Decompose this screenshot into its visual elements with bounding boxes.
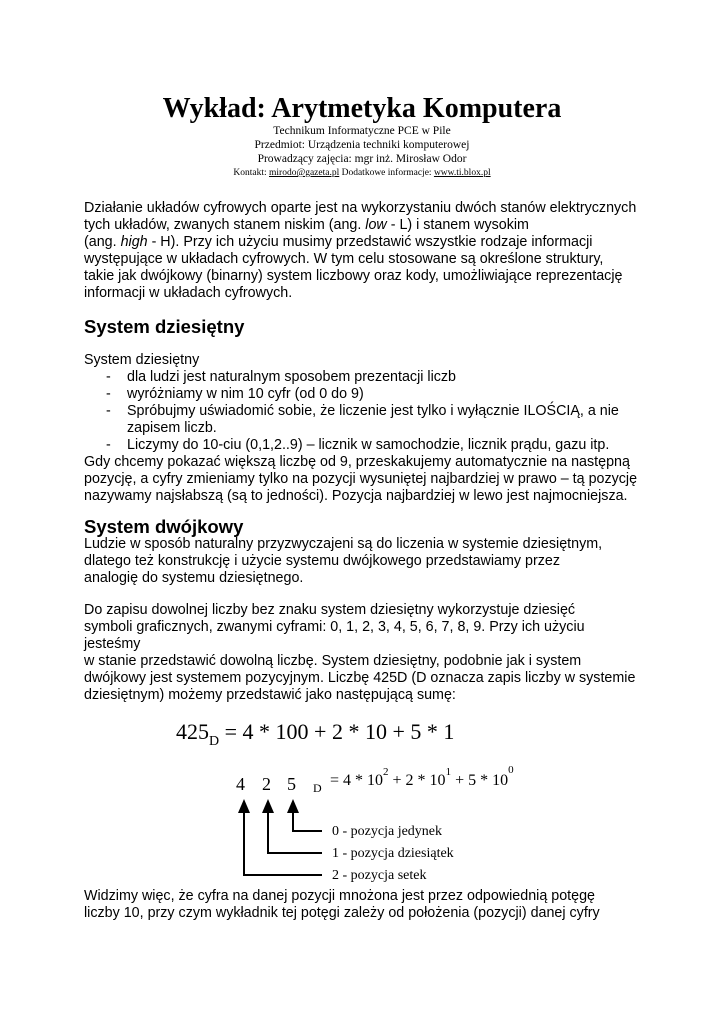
- paragraph-line: nazywamy najsłabszą (są to jedności). Pozycja najbardziej w lewo jest najmocniejsza.: [84, 488, 628, 504]
- label-position-ones: 0 - pozycja jedynek: [332, 824, 443, 839]
- list-item-text: dla ludzi jest naturalnym sposobem prezentacji liczb: [127, 369, 456, 385]
- extra-info-label: Dodatkowe informacje:: [341, 168, 432, 178]
- paragraph-line: symboli graficznych, zwanymi cyframi: 0, 1, 2, 3, 4, 5, 6, 7, 8, 9. Przy ich użyciu: [84, 619, 585, 635]
- formula-number: 425: [176, 719, 209, 744]
- paragraph-line: Widzimy więc, że cyfra na danej pozycji mnożona jest przez odpowiednią potęgę: [84, 888, 595, 904]
- arrow-head-ones: [287, 799, 299, 813]
- decimal-after-paragraph: [84, 454, 654, 505]
- label-position-tens: 1 - pozycja dziesiątek: [332, 846, 454, 861]
- exponent-2: 2: [383, 766, 389, 778]
- paragraph-line: w stanie przedstawić dowolną liczbę. System dziesiętny, podobnie jak i system: [84, 653, 582, 669]
- term-ones: + 5 * 10: [451, 772, 509, 789]
- paragraph-line: jesteśmy: [84, 636, 141, 652]
- school-line: Technikum Informatyczne PCE w Pile: [273, 125, 451, 137]
- exponent-1: 1: [445, 766, 452, 778]
- list-item-text: wyróżniamy w nim 10 cyfr (od 0 do 9): [127, 386, 364, 402]
- decimal-bullet-list: [84, 369, 664, 454]
- exponent-0: 0: [508, 764, 514, 776]
- dash-bullet: -: [106, 437, 111, 453]
- intro-line: takie jak dwójkowy (binarny) system liczbowy oraz kody, umożliwiające reprezentację: [84, 268, 623, 284]
- binary-paragraph-1: [84, 536, 654, 587]
- italic-term: low: [365, 217, 387, 233]
- text-span: (ang.: [84, 234, 121, 250]
- digit-tens: 2: [262, 774, 271, 794]
- section-heading-binary: System dwójkowy: [84, 516, 244, 537]
- arrow-hundreds: [244, 811, 322, 875]
- formula-line-1: [176, 719, 454, 749]
- digit-ones: 5: [287, 774, 296, 794]
- term-tens: + 2 * 10: [388, 772, 446, 789]
- paragraph-line: pozycję, a cyfry zmieniamy tylko na pozycji wysuniętej najbardziej w prawo – tą pozycję: [84, 471, 638, 487]
- digit-hundreds: 4: [236, 774, 245, 794]
- list-item: [84, 403, 664, 437]
- arrow-heads: [238, 799, 299, 813]
- teacher-line: Prowadzący zajęcia: mgr inż. Mirosław Odor: [257, 153, 467, 165]
- italic-term: high: [120, 234, 148, 250]
- label-position-hundreds: 2 - pozycja setek: [332, 868, 427, 883]
- paragraph-line: dziesiętnym) możemy przedstawić jako następującą sumę:: [84, 687, 456, 703]
- contact-line: [0, 166, 724, 180]
- lead-line: System dziesiętny: [84, 352, 200, 368]
- term-hundreds: = 4 * 10: [330, 772, 384, 789]
- dash-bullet: -: [106, 386, 111, 402]
- dash-bullet: -: [106, 403, 111, 419]
- intro-line: informacji w układach cyfrowych.: [84, 285, 293, 301]
- text-span: - H). Przy ich użyciu musimy przedstawić wszystkie rodzaje informacji: [147, 234, 593, 250]
- formula-line-2: [330, 764, 514, 789]
- decimal-lead: [84, 352, 654, 369]
- list-item-text: zapisem liczb.: [127, 420, 217, 436]
- list-item-text: Spróbujmy uświadomić sobie, że liczenie jest tylko i wyłącznie ILOŚCIĄ, a nie: [127, 403, 619, 419]
- contact-label: Kontakt:: [233, 168, 267, 178]
- arrow-head-hundreds: [238, 799, 250, 813]
- extra-info-link[interactable]: www.ti.blox.pl: [433, 168, 491, 178]
- intro-paragraph: [84, 200, 654, 302]
- position-arrows: [244, 811, 322, 875]
- positional-notation-figure: [170, 713, 590, 883]
- page-title: Wykład: Arytmetyka Komputera: [162, 93, 562, 124]
- list-item: [84, 386, 664, 403]
- section-heading-decimal: System dziesiętny: [84, 316, 245, 337]
- binary-paragraph-3: [84, 888, 654, 922]
- formula-expansion: = 4 * 100 + 2 * 10 + 5 * 1: [219, 719, 455, 744]
- intro-line: [84, 234, 654, 251]
- contact-email-link[interactable]: mirodo@gazeta.pl: [269, 168, 340, 178]
- intro-line: [84, 217, 654, 234]
- paragraph-line: Ludzie w sposób naturalny przyzwyczajeni są do liczenia w systemie dziesiętnym,: [84, 536, 603, 552]
- intro-line: występujące w układach cyfrowych. W tym celu stosowane są określone struktury,: [84, 251, 604, 267]
- text-span: tych układów, zwanych stanem niskim (ang.: [84, 217, 366, 233]
- list-item: [84, 369, 664, 386]
- formula-subscript-2: D: [313, 781, 322, 795]
- dash-bullet: -: [106, 369, 111, 385]
- binary-paragraph-2: [84, 602, 654, 704]
- formula-subscript: D: [209, 734, 220, 749]
- paragraph-line: Gdy chcemy pokazać większą liczbę od 9, przeskakujemy automatycznie na następną: [84, 454, 630, 470]
- list-item: [84, 437, 664, 454]
- arrow-head-tens: [262, 799, 274, 813]
- subject-line: Przedmiot: Urządzenia techniki komputerowej: [254, 139, 470, 151]
- text-span: - L) i stanem wysokim: [386, 217, 529, 233]
- intro-line: Działanie układów cyfrowych oparte jest na wykorzystaniu dwóch stanów elektrycznych: [84, 200, 637, 216]
- paragraph-line: Do zapisu dowolnej liczby bez znaku system dziesiętny wykorzystuje dziesięć: [84, 602, 576, 618]
- list-item-text: Liczymy do 10-ciu (0,1,2..9) – licznik w samochodzie, licznik prądu, gazu itp.: [127, 437, 610, 453]
- paragraph-line: dwójkowy jest systemem pozycyjnym. Liczbę 425D (D oznacza zapis liczby w systemie: [84, 670, 636, 686]
- paragraph-line: dlatego też konstrukcję i użycie systemu dwójkowego przedstawiamy przez: [84, 553, 560, 569]
- arrow-ones: [293, 811, 322, 831]
- paragraph-line: liczby 10, przy czym wykładnik tej potęgi zależy od położenia (pozycji) danej cyfry: [84, 905, 600, 921]
- paragraph-line: analogię do systemu dziesiętnego.: [84, 570, 304, 586]
